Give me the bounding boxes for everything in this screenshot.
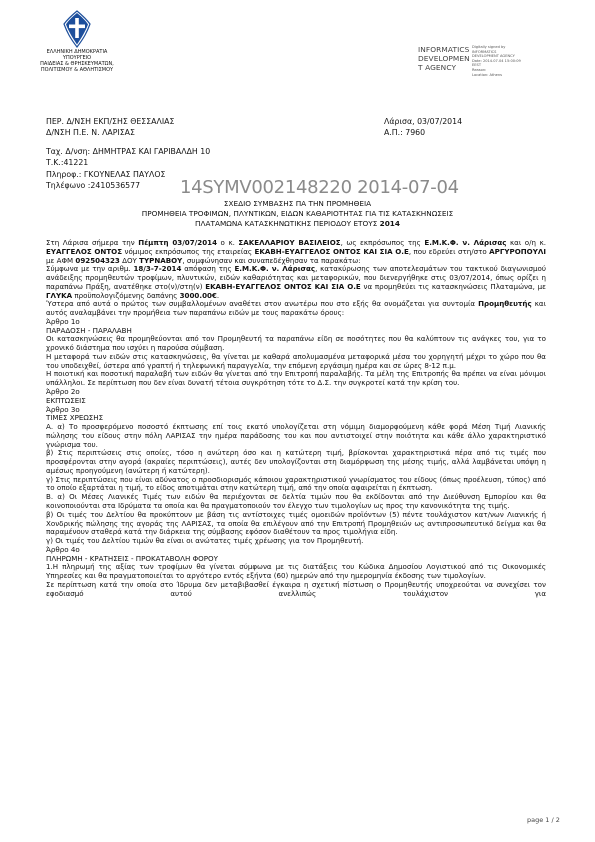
- logo-line: ΕΛΛΗΝΙΚΗ ΔΗΜΟΚΡΑΤΙΑ: [46, 49, 108, 55]
- greek-republic-logo: [40, 10, 114, 73]
- sender-block: [46, 116, 174, 139]
- signature-detail-line: Date: 2014.07.04 15:00:09: [472, 58, 521, 63]
- logo-line: ΠΟΛΙΤΙΣΜΟΥ & ΑΘΛΗΤΙΣΜΟΥ: [40, 67, 114, 73]
- article-paragraph: γ) Οι τιμές του Δελτίου τιμών θα είναι οι ανώτατες τιμές χρέωσης για τον Προμηθευτή.: [46, 536, 364, 546]
- protocol-number: Α.Π.: 7960: [384, 128, 426, 138]
- date-ref-block: [384, 116, 462, 139]
- signature-detail-line: Digitally signed by: [472, 45, 506, 49]
- article-paragraph: Σε περίπτωση κατά την οποία στο Ίδρυμα δεν μεταβιβασθεί έγκαιρα η σχετική πίστωση ο Προμηθευτής υποχρεούται να συνεχίσει τον εφοδιασμό αυτού ανελλιπώς τουλάχιστον για: [46, 579, 546, 598]
- title-line: ΣΧΕΔΙΟ ΣΥΜΒΑΣΗΣ ΠΑ ΤΗΝ ΠΡΟΜΗΘΕΙΑ: [223, 199, 372, 208]
- brand-line: DEVELOPMEN: [418, 54, 470, 63]
- signature-details: [472, 45, 576, 77]
- brand-line: INFORMATICS: [418, 45, 470, 54]
- coat-of-arms-icon: [61, 10, 93, 48]
- logo-line: ΠΑΙΔΕΙΑΣ & ΘΡΗΣΚΕΥΜΑΤΩΝ,: [40, 61, 114, 67]
- signature-detail-line: Location: Athens: [472, 72, 502, 77]
- postal-code-line: Τ.Κ.:41221: [46, 158, 89, 168]
- article-paragraph: β) Οι τιμές του Δελτίου θα προκύπτουν με βάση τις αντίστοιχες τιμές ομοειδών προϊόντων (5) πέντε τουλάχιστον κατ/νων Λιανικής ή Χονδρικής πώλησης της αγοράς της ΛΑΡΙΣΑΣ, τα οποία θα επιλέγουν από την Επιτροπή Προμηθειών ως αντιπροσωπευτικό δείγμα και θα παραμένουν σταθερά κατά την διάρκεια της σύμβασης εφόσον διαθέτουν τα προς τιμολήγια είδη.: [46, 509, 546, 537]
- article-paragraph: β) Στις περιπτώσεις στις οποίες, τόσο η ανώτερη όσο και η κατώτερη τιμή, βρίσκονται χαρακτηριστικά πέρα από τις τιμές που προσφέρονται στην αγορά (ακραίες περιπτώσεις), αυτές δεν υπολογίζονται στη διαμόρφωση της μέσης τιμής, αλλά λαμβάνεται υπόψη η αμέσως προηγούμενη (ανώτερη ή κατώτερη).: [46, 448, 546, 475]
- signature-detail-line: Reason:: [472, 67, 487, 72]
- article-heading: Άρθρο 4ο: [46, 544, 80, 554]
- article-title: ΠΑΡΑΔΟΣΗ - ΠΑΡΑΛΑΒΗ: [46, 325, 132, 335]
- article-paragraph: Η ποιοτική και ποσοτική παραλαβή των ειδών θα γίνεται από την Επιτροπή παραλαβής. Τα μέλη της Επιτροπής θα πρέπει να είναι μόνιμοι υπάλληλοι. Σε περίπτωση που δεν είναι δυνατή τέτοια συγκρότηση τότε το Δ.Σ. την συγκροτεί κατά την κρίση του.: [46, 369, 546, 388]
- article-paragraph: γ) Στις περιπτώσεις που είναι αδύνατος ο προσδιορισμός κάποιου χαρακτηριστικού γνωρίσματος του είδους (όπως προέλευση, τύπος) από το οποίο εξαρτάται η τιμή, το είδος αποτιμάται στην κατώτερη τιμή, από την οποία αφαιρείται η έκπτωση.: [46, 474, 546, 493]
- ministry-name: [40, 49, 114, 73]
- article-heading: Άρθρο 2ο: [46, 387, 80, 397]
- document-title: [0, 199, 595, 230]
- article-paragraph: 1.Η πληρωμή της αξίας των τροφίμων θα γίνεται σύμφωνα με τις διατάξεις του Κώδικα Δημοσίου Λογιστικού από τις Οικονομικές Υπηρεσίες και θα πραγματοποιείται το αργότερο εντός εξήντα (60) ημερών από την ημερομηνία έκδοσης των τιμολογίων.: [46, 562, 546, 581]
- supplier-paragraph: Ύστερα από αυτά ο πρώτος των συμβαλλομένων αναθέτει στον ανωτέρω που στο εξής θα ονομάζεται για συντομία Προμηθευτής και αυτός αναλαμβάνει την προμήθεια των παραπάνω ειδών με τους παρακάτω όρους:: [46, 299, 546, 318]
- article-paragraph: Η μεταφορά των ειδών στις κατασκηνώσεις, θα γίνεται με καθαρά απολυμασμένα μεταφορικά μέσα του χορηγητή μέχρι το χώρο που θα του υποδειχθεί, ύστερα από γραπτή ή τηλεφωνική παραγγελία, την επόμενη εργάσιμη ημέρα και σε ώρες 8-12 π.μ.: [46, 351, 546, 370]
- info-contact-line: Πληροφ.: ΓΚΟΥΝΕΛΑΣ ΠΑΥΛΟΣ: [46, 169, 166, 179]
- sender-line: ΠΕΡ. Δ/ΝΣΗ ΕΚΠ/ΣΗΣ ΘΕΣΣΑΛΙΑΣ: [46, 117, 175, 126]
- document-date: Λάρισα, 03/07/2014: [384, 117, 463, 126]
- logo-line: ΥΠΟΥΡΓΕΙΟ: [62, 55, 92, 61]
- ada-identifier: 14SYMV002148220 2014-07-04: [180, 177, 459, 198]
- article-heading: Άρθρο 1ο: [46, 316, 80, 326]
- title-line: ΠΡΟΜΗΘΕΙΑ ΤΡΟΦΙΜΩΝ, ΠΛΥΝΤΙΚΩΝ, ΕΙΔΩΝ ΚΑΘΑΡΙΟΤΗΤΑΣ ΓΙΑ ΤΙΣ ΚΑΤΑΣΚΗΝΩΣΕΙΣ: [141, 209, 454, 219]
- sender-line: Δ/ΝΣΗ Π.Ε. Ν. ΛΑΡΙΣΑΣ: [46, 128, 135, 138]
- decision-paragraph: Σύμφωνα με την αριθμ. 18/3-7-2014 απόφαση της Ε.Μ.Κ.Φ. ν. Λάρισας, κατακύρωσης των αποτελεσμάτων του τακτικού διαγωνισμού ανάδειξης προμηθευτών τροφίμων, πλυντικών, ειδών καθαριότητας και μεταφορικών, που διενεργήθηκε στις 03/07/2014, όπως ορίζει η παραπάνω Πράξη, ανατέθηκε στο(ν)/στη(ν) ΕΚΑΒΗ-ΕΥΑΓΓΕΛΟΣ ΟΝΤΟΣ ΚΑΙ ΣΙΑ Ο.Ε να προμηθεύει τις κατασκηνώσεις Πλαταμώνα, με ΓΛΥΚΑ προϋπολογιζόμενης δαπάνης 3000.00€.: [46, 264, 546, 300]
- intro-paragraph: Στη Λάρισα σήμερα την Πέμπτη 03/07/2014 ο κ. ΣΑΚΕΛΛΑΡΙΟΥ ΒΑΣΙΛΕΙΟΣ, ως εκπρόσωπος της Ε.Μ.Κ.Φ. ν. Λάρισας και ο/η κ. ΕΥΑΓΓΕΛΟΣ ΟΝΤΟΣ νόμιμος εκπρόσωπος της εταιρείας ΕΚΑΒΗ-ΕΥΑΓΓΕΛΟΣ ΟΝΤΟΣ ΚΑΙ ΣΙΑ Ο.Ε, που εδρεύει στη/στο ΑΡΓΥΡΟΠΟΥΛΙ με ΑΦΜ 092504323 ΔΟΥ ΤΥΡΝΑΒΟΥ, συμφώνησαν και συναπεδέχθησαν τα παρακάτω:: [46, 238, 547, 265]
- article-paragraph: Α. α) Το προσφερόμενο ποσοστό έκπτωσης επί τοις εκατό υπολογίζεται στη νόμιμη διαμορφούμενη κάθε φορά Μέση Τιμή Λιανικής πώλησης του είδους στην πόλη ΛΑΡΙΣΑΣ την ημέρα παράδοσης του και που αντιστοιχεί στην ποιότητα και κάθε άλλο χαρακτηριστικό γνώρισμα του.: [46, 422, 546, 449]
- article-paragraph: Β. α) Οι Μέσες Λιανικές Τιμές των ειδών θα περιέχονται σε δελτία τιμών που θα εκδίδονται από την Διεύθυνση Εμπορίου και θα κοινοποιούνται στα Ιδρύματα τα οποία και θα πραγματοποιούν τον έλεγχο των τιμολογίων ως προς την κανονικότητα της τιμής.: [46, 492, 546, 510]
- address-line: Ταχ. Δ/νση: ΔΗΜΗΤΡΑΣ ΚΑΙ ΓΑΡΙΒΑΛΔΗ 10: [46, 147, 211, 156]
- article-heading: Άρθρο 3ο: [46, 404, 80, 414]
- page-number: page 1 / 2: [527, 816, 560, 824]
- brand-line: T AGENCY: [418, 63, 457, 72]
- title-line: ΠΛΑΤΑΜΩΝΑ ΚΑΤΑΣΚΗΝΩΤΙΚΗΣ ΠΕΡΙΟΔΟΥ ΕΤΟΥΣ 2014: [195, 219, 400, 229]
- article-title: ΠΛΗΡΩΜΗ - ΚΡΑΤΗΣΕΙΣ - ΠΡΟΚΑΤΑΒΟΛΗ ΦΟΡΟΥ: [46, 553, 218, 563]
- article-title: ΕΚΠΤΩΣΕΙΣ: [46, 395, 86, 405]
- signature-detail-line: DEVELOPMENT AGENCY: [472, 54, 515, 59]
- signature-detail-line: INFORMATICS: [472, 49, 497, 54]
- document-body: [46, 239, 546, 598]
- article-title: ΤΙΜΕΣ ΧΡΕΩΣΗΣ: [46, 413, 104, 423]
- signature-detail-line: EEST: [472, 63, 482, 68]
- signature-brand: [418, 45, 470, 72]
- article-paragraph: Οι κατασκηνώσεις θα προμηθεύονται από τον Προμηθευτή τα παραπάνω είδη σε ποσότητες που θα καλύπτουν τις ανάγκες του, για το χρονικό διάστημα που ισχύει η παρούσα σύμβαση.: [46, 334, 546, 353]
- phone-line: Τηλέφωνο :2410536577: [46, 181, 141, 191]
